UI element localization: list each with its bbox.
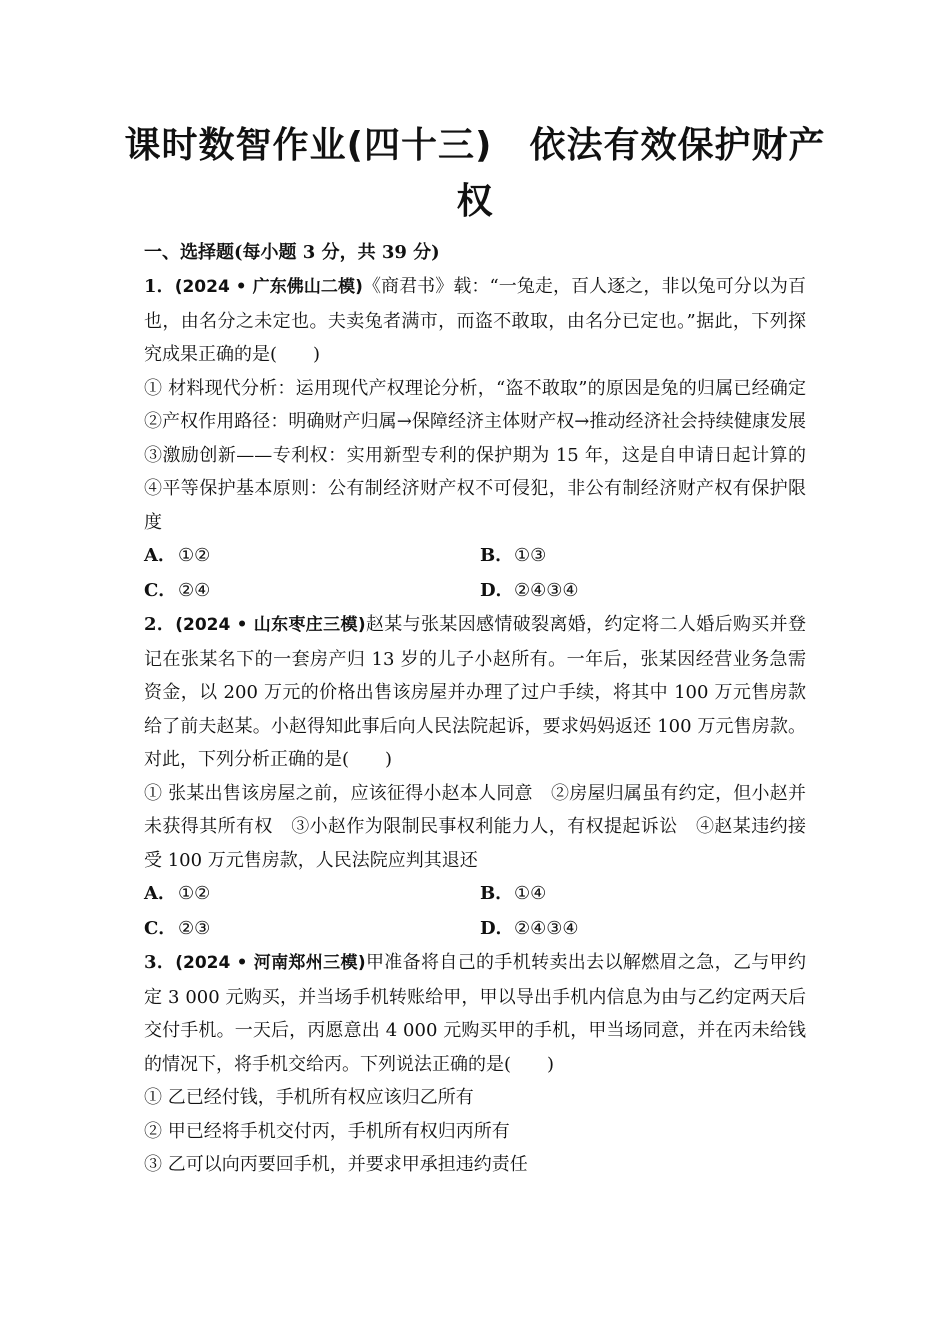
option-text: ②④③④ <box>514 917 579 939</box>
question-2 <box>144 608 806 946</box>
option-letter: A． <box>144 883 176 904</box>
question-number: 2． <box>144 614 176 635</box>
question-statements: ① 材料现代分析：运用现代产权理论分析，“盗不敢取”的原因是兔的归属已经确定 ②产权作用路径：明确财产归属→保障经济主体财产权→推动经济社会持续健康发展 ③激励创新——专利权：实用新型专利的保护期为 15 年，这是自申请日起计算的 ④平等保护基本原则：公有制经济财产权不可侵犯，非公有制经济财产权有保护限度 <box>144 377 824 533</box>
statement-3: ③ 乙可以向丙要回手机，并要求甲承担违约责任 <box>144 1154 528 1175</box>
option-letter: C． <box>144 579 177 601</box>
option-c[interactable] <box>144 574 480 609</box>
question-text: 甲准备将自己的手机转卖出去以解燃眉之急，乙与甲约定 3 000 元购买，并当场手机转账给甲，甲以导出手机内信息为由与乙约定两天后交付手机。一天后，丙愿意出 4 000 元购买甲的手机，甲当场同意，并在丙未给钱的情况下，将手机交给丙。下列说法正确的是( ) <box>144 952 806 1075</box>
option-letter: B． <box>480 545 514 566</box>
question-source: (2024 • 广东佛山二模) <box>174 277 363 297</box>
section-heading: 一、选择题(每小题 3 分，共 39 分) <box>144 242 440 263</box>
option-d[interactable] <box>480 574 806 609</box>
option-b[interactable] <box>480 539 806 574</box>
option-text: ①③ <box>514 545 547 566</box>
question-statements: ① 张某出售该房屋之前，应该征得小赵本人同意 ②房屋归属虽有约定，但小赵并未获得其所有权 ③小赵作为限制民事权利能力人，有权提起诉讼 ④赵某违约接受 100 万元售房款，人民法院应判其退还 <box>144 782 806 871</box>
question-3 <box>144 946 806 1182</box>
option-text: ①② <box>178 545 211 566</box>
question-number: 1． <box>144 276 175 297</box>
question-source: (2024 • 河南郑州三模) <box>175 953 366 973</box>
option-text: ①④ <box>514 883 547 904</box>
statement-1: ① 乙已经付钱，手机所有权应该归乙所有 <box>144 1087 474 1108</box>
option-a[interactable] <box>144 539 480 574</box>
option-text: ①② <box>178 883 211 904</box>
option-letter: D． <box>480 917 514 939</box>
option-text: ②③ <box>178 917 211 939</box>
option-d[interactable] <box>480 912 806 947</box>
option-letter: C． <box>144 917 177 939</box>
option-letter: A． <box>144 545 176 566</box>
question-text: 《商君书》载：“一兔走，百人逐之，非以兔可分以为百也，由名分之未定也。夫卖兔者满市，而盗不敢取，由名分已定也。”据此，下列探究成果正确的是( ) <box>144 276 807 365</box>
option-text: ②④ <box>178 579 211 601</box>
option-text: ②④③④ <box>514 579 579 601</box>
option-letter: B． <box>480 883 514 904</box>
option-b[interactable] <box>480 877 806 912</box>
question-stem <box>144 608 806 777</box>
statement-2: ② 甲已经将手机交付丙，手机所有权归丙所有 <box>144 1120 510 1142</box>
question-source: (2024 • 山东枣庄三模) <box>175 615 366 635</box>
question-stem <box>144 270 806 372</box>
option-a[interactable] <box>144 877 480 912</box>
question-1 <box>144 270 824 608</box>
option-c[interactable] <box>144 912 480 947</box>
page-title: 课时数智作业(四十三) 依法有效保护财产权 <box>124 125 826 222</box>
question-stem <box>144 946 806 1081</box>
answer-options <box>144 877 806 946</box>
answer-options <box>144 539 806 608</box>
document-page <box>124 118 826 1182</box>
question-number: 3． <box>144 952 176 973</box>
option-letter: D． <box>480 579 514 601</box>
question-text: 赵某与张某因感情破裂离婚，约定将二人婚后购买并登记在张某名下的一套房产归 13 岁的儿子小赵所有。一年后，张某因经营业务急需资金，以 200 万元的价格出售该房屋并办理了过户手续，将其中 100 万元售房款给了前夫赵某。小赵得知此事后向人民法院起诉，要求妈妈返还 100 万元售房款。对此，下列分析正确的是( ) <box>144 614 806 770</box>
